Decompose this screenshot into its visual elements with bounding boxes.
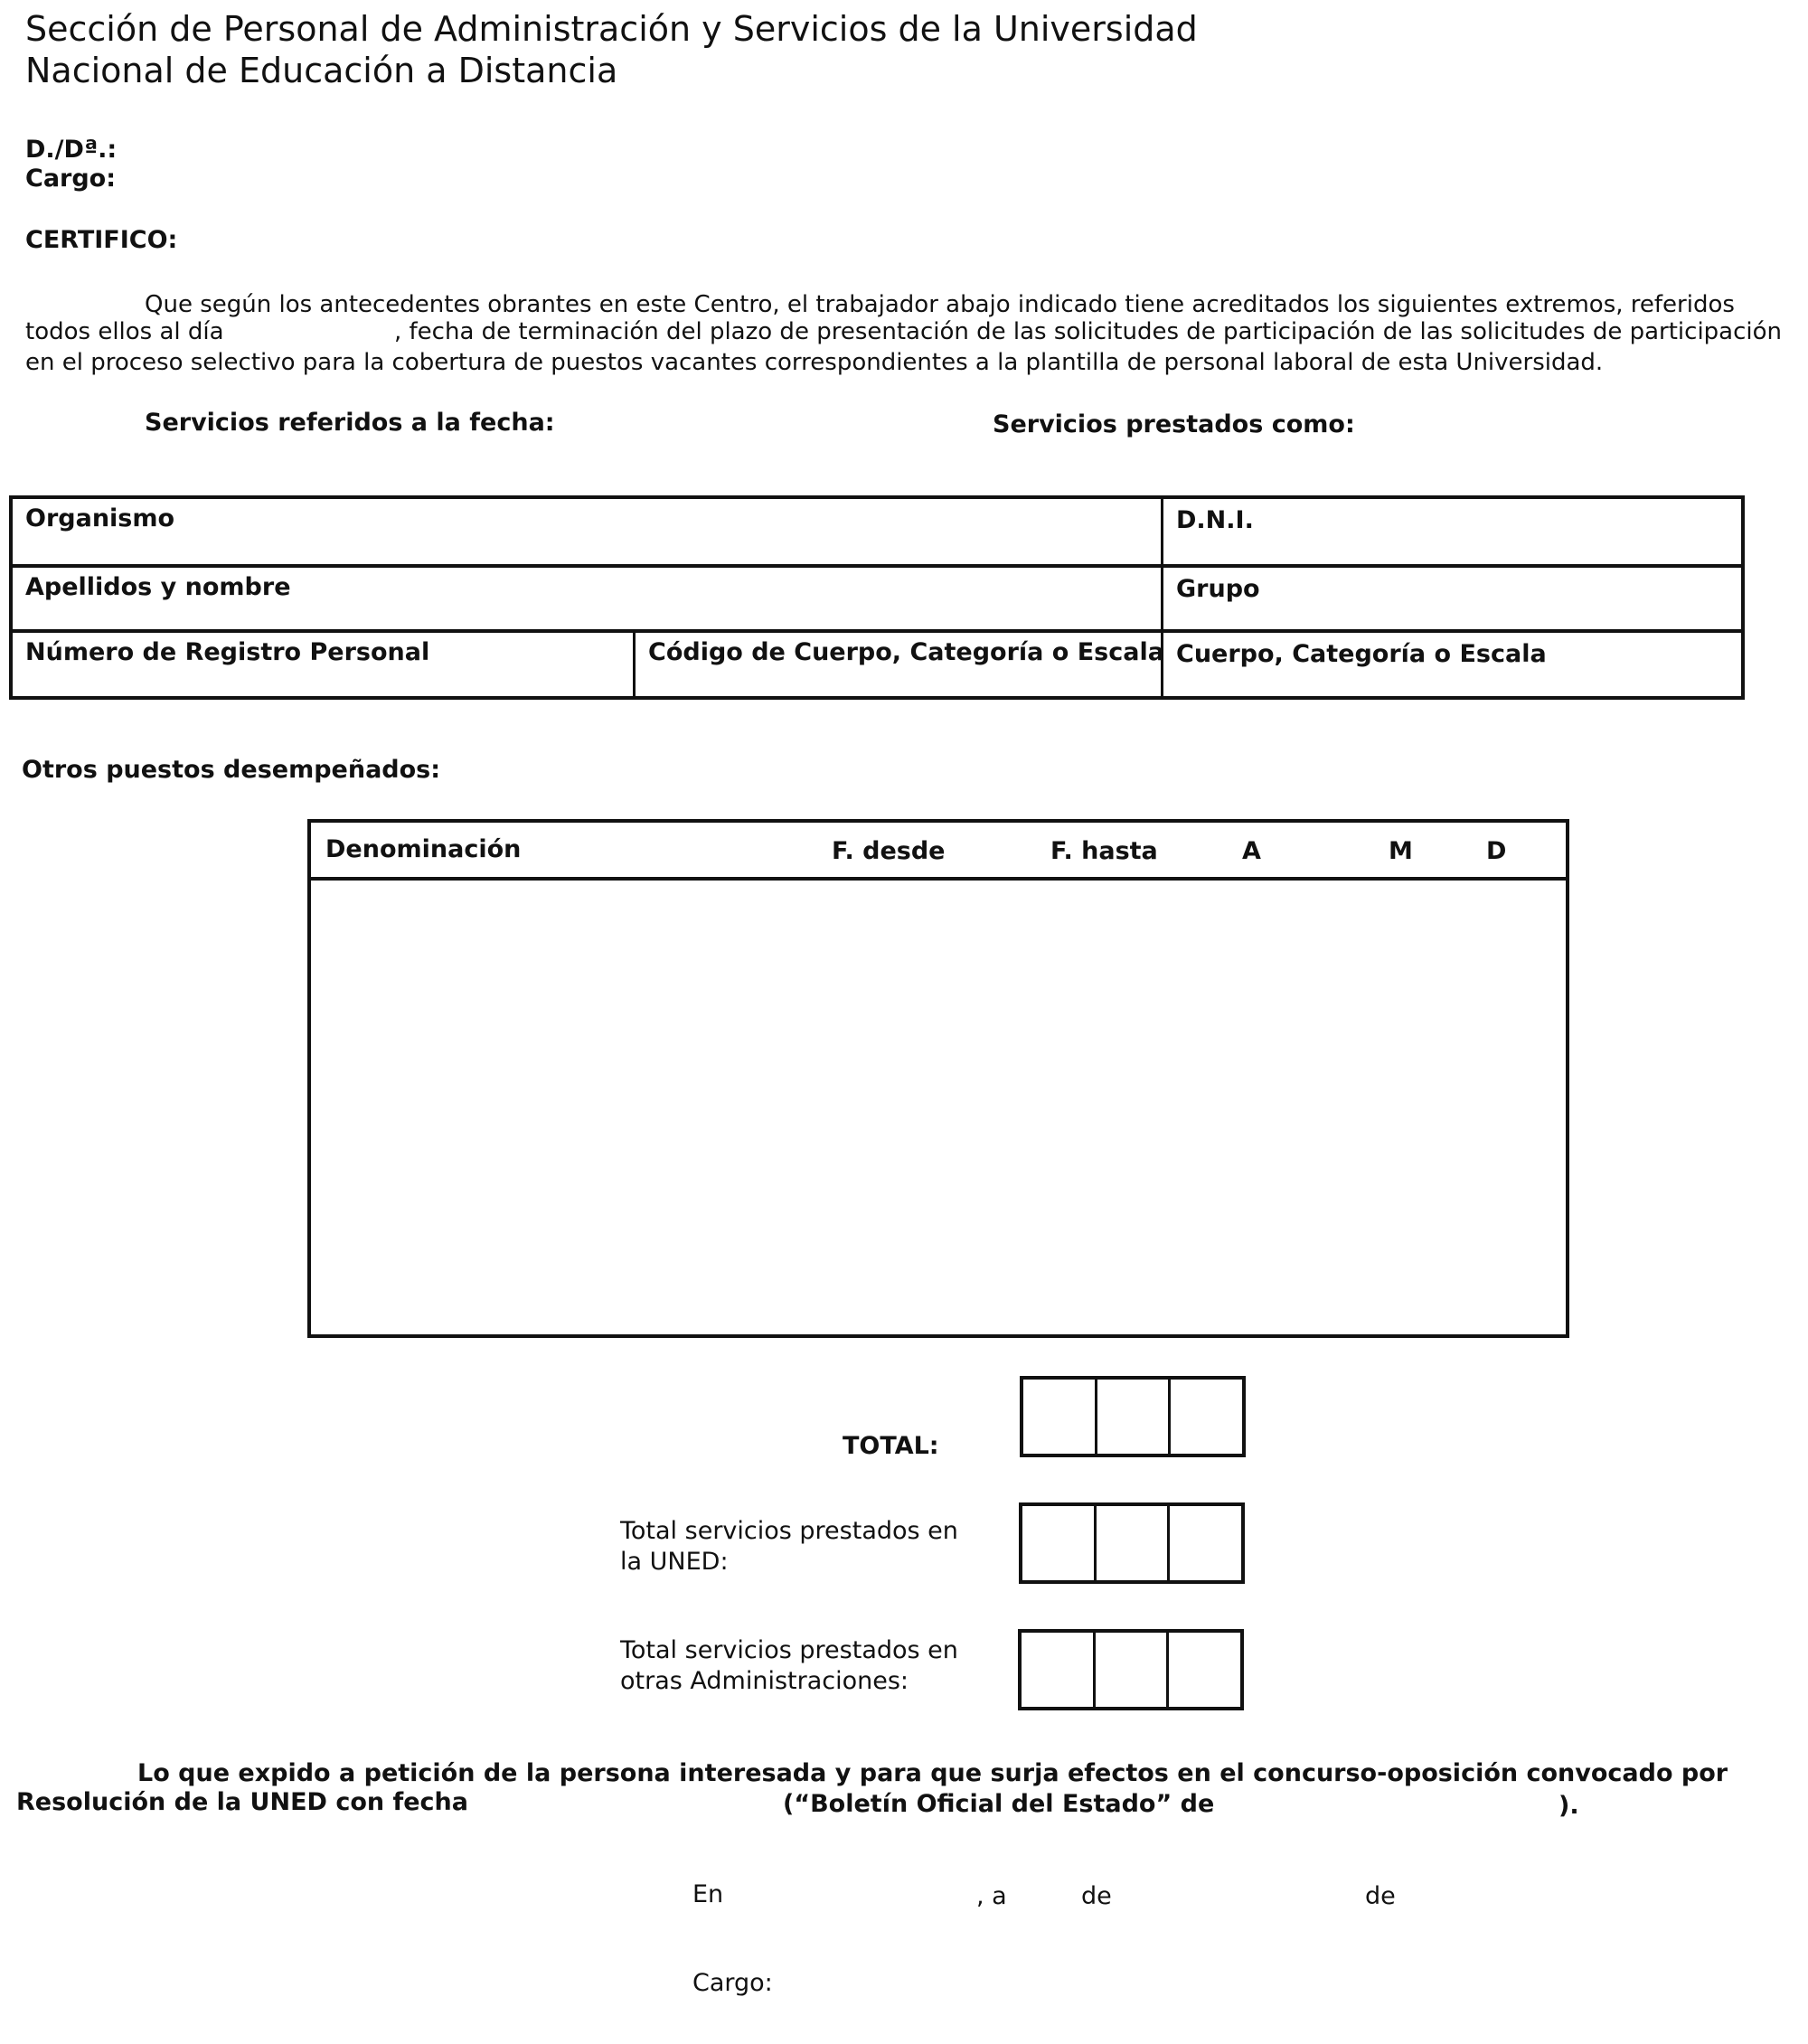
- col-m: M: [1389, 837, 1413, 865]
- uned-months-box[interactable]: [1097, 1506, 1171, 1580]
- section-title-line1: Sección de Personal de Administración y Servicios de la Universidad: [25, 9, 1198, 49]
- closing-line-2a: Resolución de la UNED con fecha: [16, 1788, 469, 1816]
- col-f-desde: F. desde: [832, 837, 946, 865]
- other-admin-amd-boxes: [1018, 1629, 1244, 1710]
- total-days-box[interactable]: [1171, 1380, 1242, 1454]
- uned-days-box[interactable]: [1170, 1506, 1241, 1580]
- grupo-label: Grupo: [1176, 575, 1260, 603]
- section-title-line2: Nacional de Educación a Distancia: [25, 51, 618, 90]
- organismo-field[interactable]: [13, 499, 1161, 564]
- nrp-field[interactable]: [13, 633, 633, 696]
- cuerpo-label: Cuerpo, Categoría o Escala: [1176, 640, 1547, 668]
- col-d: D: [1486, 837, 1507, 865]
- other-posts-body[interactable]: [311, 881, 1566, 1334]
- col-f-hasta: F. hasta: [1050, 837, 1158, 865]
- closing-line-2c: ).: [1558, 1792, 1579, 1820]
- body-line-2b: , fecha de terminación del plazo de presentación de las solicitudes de participación de las solicitudes de participación: [394, 318, 1783, 345]
- cuerpo-field[interactable]: [1163, 633, 1741, 696]
- total-amd-boxes: [1020, 1376, 1246, 1457]
- services-date-label: Servicios referidos a la fecha:: [145, 409, 555, 437]
- uned-amd-boxes: [1019, 1502, 1245, 1584]
- dni-field[interactable]: [1163, 499, 1741, 564]
- closing-line-2b: (“Boletín Oficial del Estado” de: [783, 1790, 1215, 1818]
- col-denominacion: Denominación: [325, 835, 522, 863]
- other-admin-days-box[interactable]: [1169, 1633, 1240, 1707]
- day-label: , a: [976, 1882, 1007, 1910]
- total-years-box[interactable]: [1023, 1380, 1097, 1454]
- total-label: TOTAL:: [843, 1432, 939, 1460]
- dni-label: D.N.I.: [1176, 506, 1254, 534]
- uned-years-box[interactable]: [1022, 1506, 1097, 1580]
- personal-data-table: [9, 495, 1745, 700]
- place-label: En: [692, 1880, 724, 1908]
- apellidos-field[interactable]: [13, 568, 1161, 629]
- total-months-box[interactable]: [1097, 1380, 1172, 1454]
- other-admin-total-label-2: otras Administraciones:: [620, 1667, 909, 1695]
- organismo-label: Organismo: [25, 504, 175, 532]
- uned-total-label-1: Total servicios prestados en: [620, 1517, 958, 1545]
- other-admin-years-box[interactable]: [1022, 1633, 1096, 1707]
- month-label: de: [1081, 1882, 1112, 1910]
- certify-label: CERTIFICO:: [25, 226, 178, 254]
- body-line-3: en el proceso selectivo para la cobertura de puestos vacantes correspondientes a la plantilla de personal laboral de esta Universidad.: [25, 349, 1604, 376]
- apellidos-label: Apellidos y nombre: [25, 573, 291, 601]
- uned-total-label-2: la UNED:: [620, 1548, 729, 1576]
- signer-name-label: D./Dª.:: [25, 136, 118, 164]
- other-posts-table: [307, 819, 1569, 1338]
- other-posts-label: Otros puestos desempeñados:: [22, 756, 441, 784]
- grupo-field[interactable]: [1163, 568, 1741, 629]
- other-admin-total-label-1: Total servicios prestados en: [620, 1636, 958, 1664]
- other-admin-months-box[interactable]: [1096, 1633, 1170, 1707]
- signature-position-label: Cargo:: [692, 1969, 773, 1997]
- codigo-field[interactable]: [636, 633, 1164, 696]
- body-line-2a: todos ellos al día: [25, 318, 224, 345]
- year-label: de: [1365, 1882, 1396, 1910]
- nrp-label: Número de Registro Personal: [25, 638, 430, 666]
- closing-line-1: Lo que expido a petición de la persona interesada y para que surja efectos en el concurso-oposición convocado por: [137, 1759, 1728, 1787]
- services-as-label: Servicios prestados como:: [993, 410, 1355, 438]
- codigo-label: Código de Cuerpo, Categoría o Escala: [648, 638, 1164, 666]
- signer-position-label: Cargo:: [25, 165, 117, 193]
- col-a: A: [1242, 837, 1261, 865]
- body-line-1: Que según los antecedentes obrantes en este Centro, el trabajador abajo indicado tiene acreditados los siguientes extremos, referidos: [145, 291, 1735, 318]
